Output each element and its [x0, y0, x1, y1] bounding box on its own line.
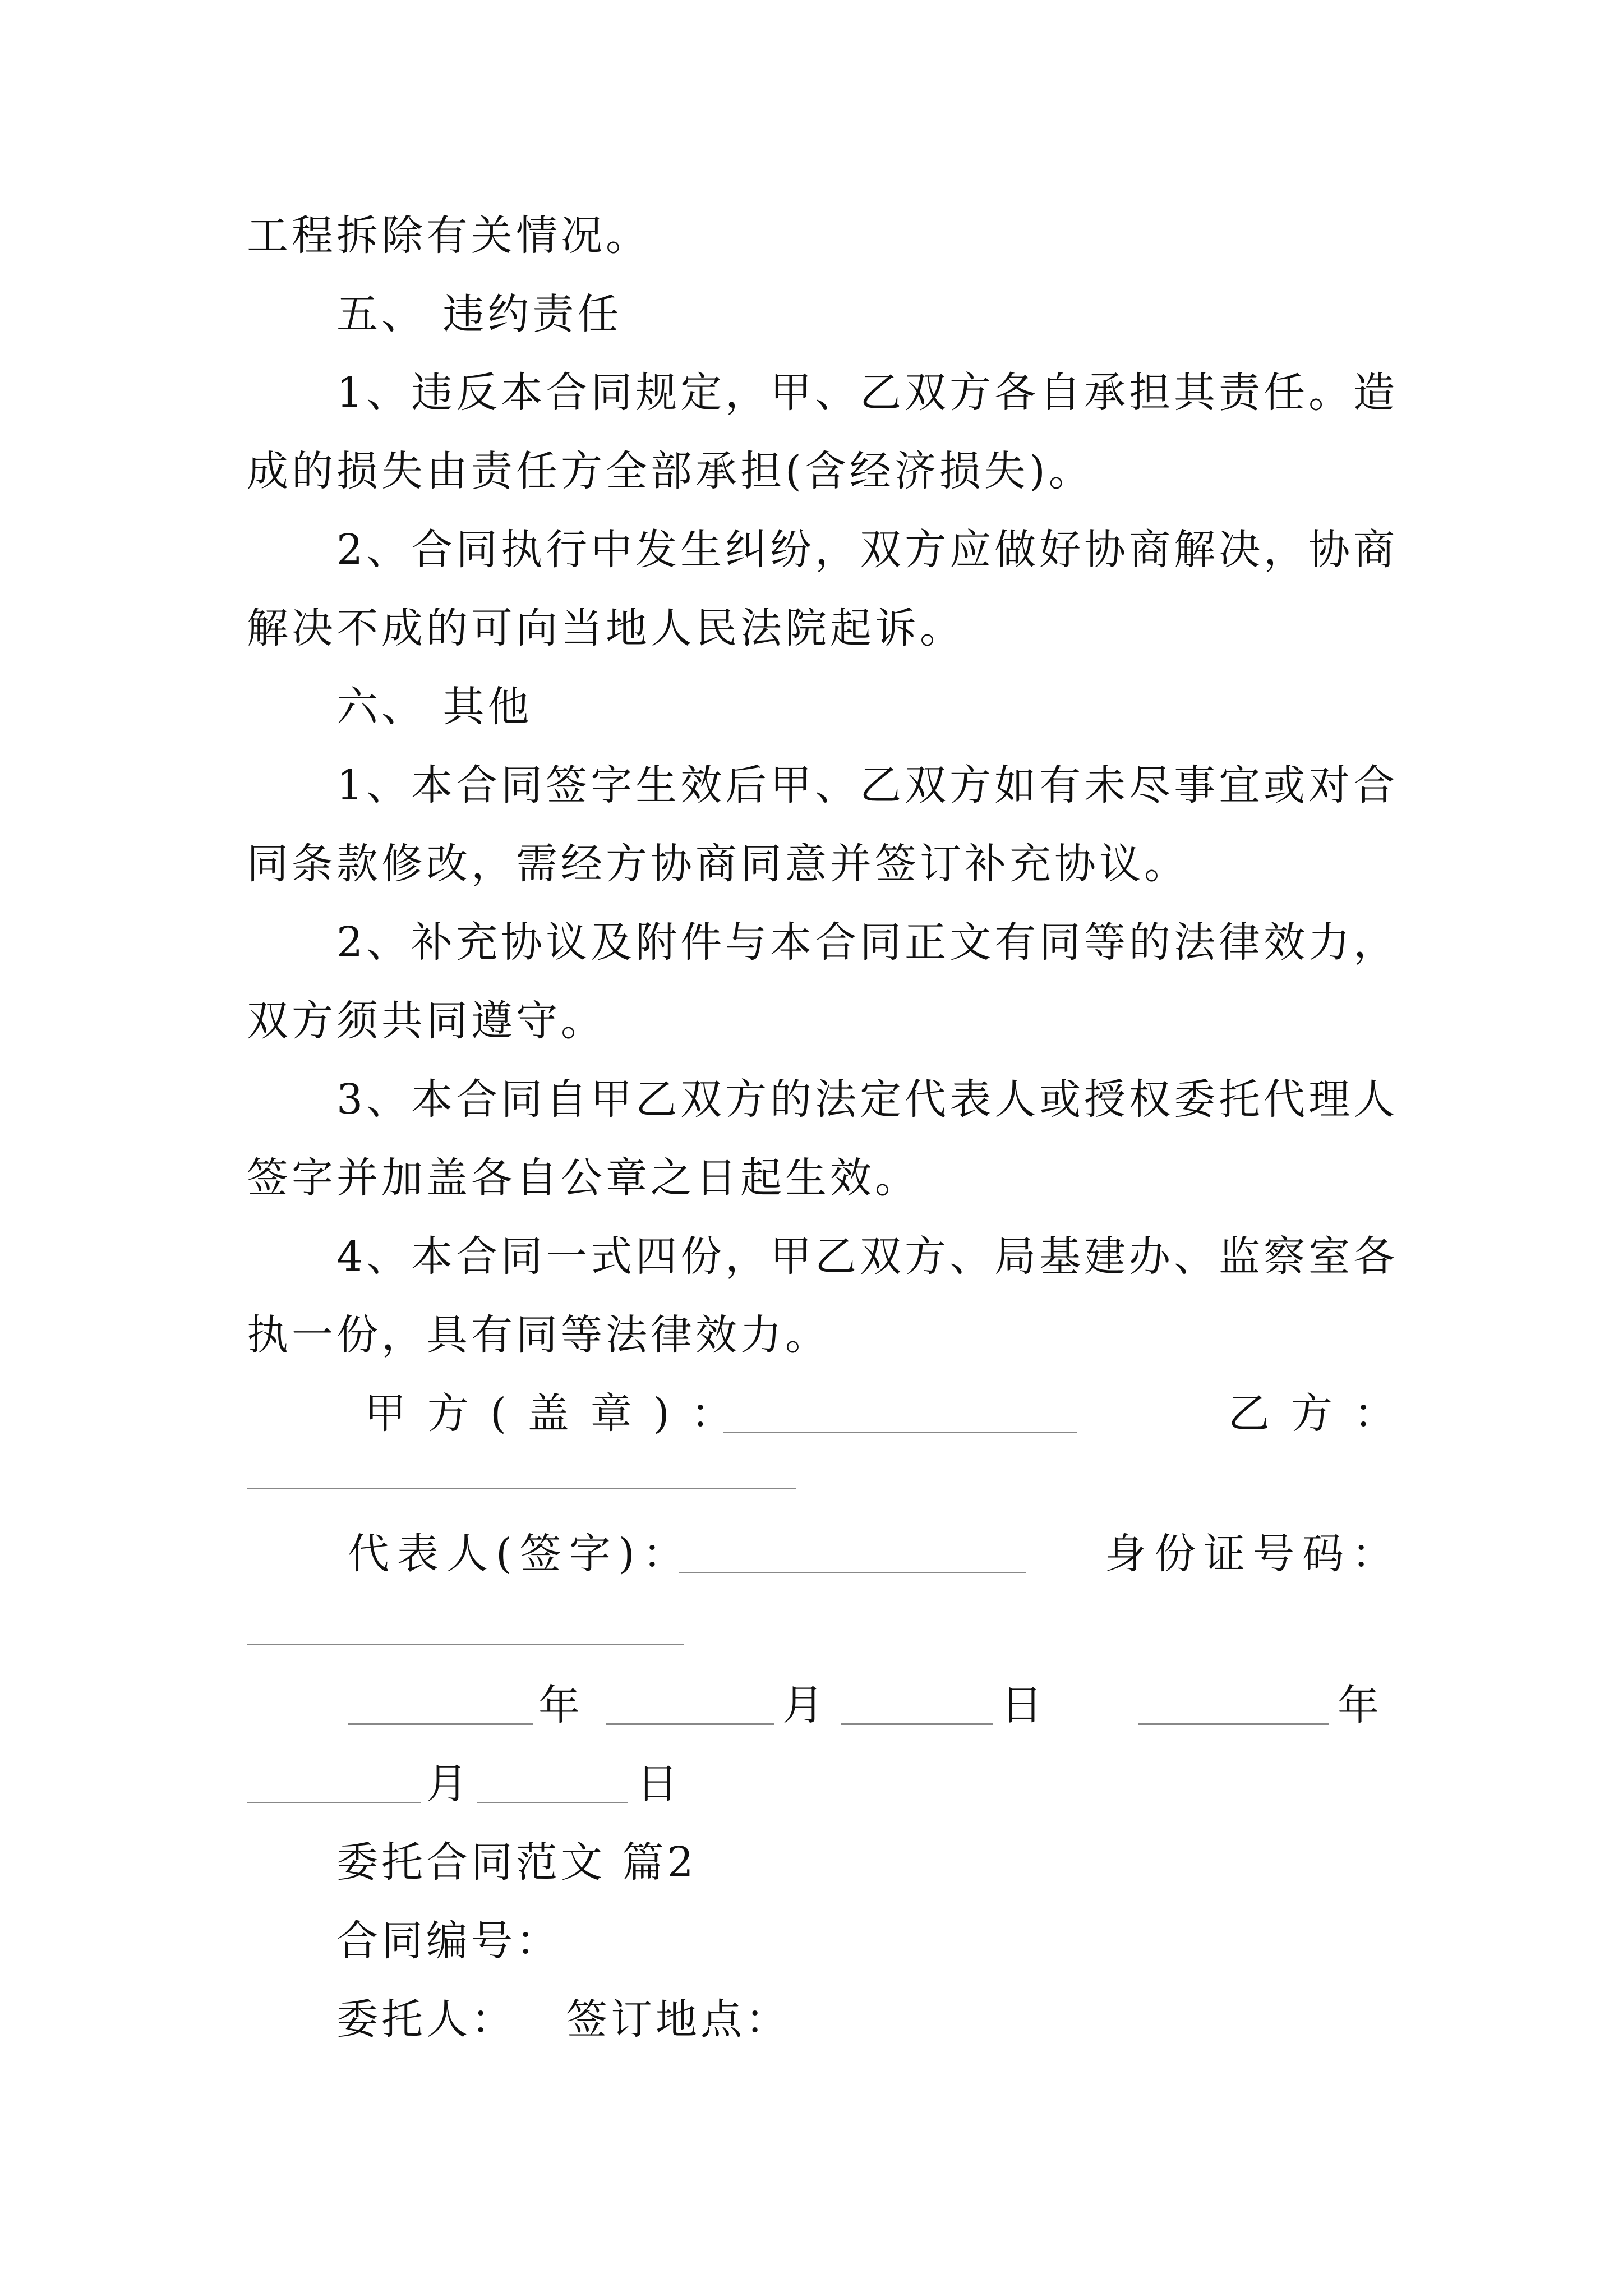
paragraph-line: 签字并加盖各自公章之日起生效。	[247, 1154, 920, 1202]
party-a-blank[interactable]	[723, 1432, 1077, 1433]
month-blank-a[interactable]	[606, 1723, 774, 1725]
section-heading-other: 六、 其他	[336, 683, 533, 731]
day-label-b: 日	[637, 1760, 686, 1808]
year-blank-b[interactable]	[1138, 1723, 1329, 1725]
signature-row-date-cont	[247, 1756, 1380, 1812]
day-blank-a[interactable]	[841, 1723, 993, 1725]
paragraph-line: 执一份，具有同等法律效力。	[247, 1311, 830, 1359]
signature-row-date	[247, 1677, 1387, 1733]
paragraph-line: 4、本合同一式四份，甲乙双方、局基建办、监察室各	[336, 1232, 1399, 1281]
month-label-b: 月	[426, 1760, 476, 1808]
party-b-label: 乙方：	[1228, 1389, 1417, 1438]
representative-label: 代表人(签字)：	[348, 1530, 692, 1578]
paragraph-line: 3、本合同自甲乙双方的法定代表人或授权委托代理人	[336, 1075, 1399, 1124]
signature-row-representative	[247, 1526, 1401, 1582]
paragraph-line: 2、合同执行中发生纠纷，双方应做好协商解决，协商	[336, 526, 1399, 574]
year-label-b: 年	[1338, 1681, 1387, 1729]
section-heading-breach: 五、 违约责任	[336, 290, 623, 338]
client-row	[336, 1991, 1178, 2047]
id-number-blank[interactable]	[247, 1644, 684, 1645]
paragraph-line: 成的损失由责任方全部承担(含经济损失)。	[247, 447, 1094, 495]
paragraph-line: 1、违反本合同规定，甲、乙双方各自承担其责任。造	[336, 369, 1399, 417]
paragraph-line: 解决不成的可向当地人民法院起诉。	[247, 604, 965, 652]
paragraph-line: 1、本合同签字生效后甲、乙双方如有未尽事宜或对合	[336, 761, 1399, 809]
month-blank-b[interactable]	[247, 1802, 421, 1803]
signature-row-parties	[247, 1386, 1417, 1442]
party-b-blank[interactable]	[247, 1488, 796, 1489]
paragraph-line: 工程拆除有关情况。	[247, 211, 651, 260]
year-blank-a[interactable]	[348, 1723, 533, 1725]
paragraph-line: 同条款修改，需经方协商同意并签订补充协议。	[247, 840, 1189, 888]
paragraph-line: 双方须共同遵守。	[247, 997, 606, 1045]
client-label: 委托人：	[336, 1995, 516, 2044]
signing-place-label: 签订地点：	[566, 1995, 791, 2044]
representative-blank[interactable]	[679, 1572, 1026, 1573]
day-blank-b[interactable]	[477, 1802, 628, 1803]
contract-number-label: 合同编号：	[336, 1917, 561, 1965]
id-number-label: 身份证号码：	[1105, 1530, 1401, 1578]
year-label-a: 年	[538, 1681, 588, 1729]
day-label-a: 日	[1001, 1681, 1050, 1729]
party-a-label: 甲方(盖章)：	[365, 1389, 754, 1438]
month-label-a: 月	[782, 1681, 832, 1729]
next-section-title: 委托合同范文 篇2	[336, 1838, 697, 1887]
paragraph-line: 2、补充协议及附件与本合同正文有同等的法律效力，	[336, 918, 1399, 967]
